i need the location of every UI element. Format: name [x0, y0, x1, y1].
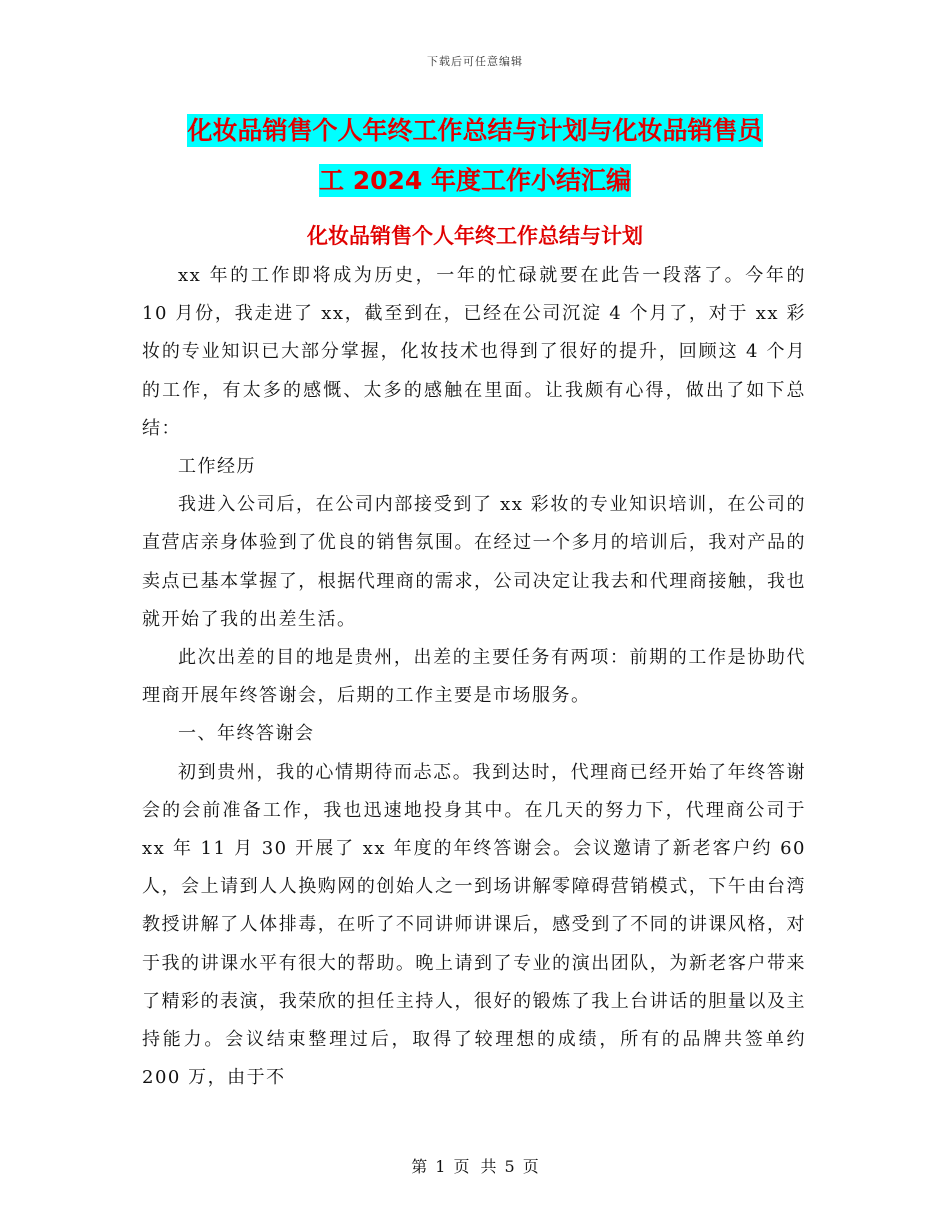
- paragraph-intro: xx 年的工作即将成为历史，一年的忙碌就要在此告一段落了。今年的 10 月份，我走进了 xx，截至到在，已经在公司沉淀 4 个月了，对于 xx 彩妆的专业知识已大部分掌握，化妆技术也得到了很好的提升，回顾这 4 个月的工作，有太多的感慨、太多的感触在里面。让我颇有心得，做出了如下总结：: [142, 265, 806, 439]
- document-title-line-2: 工 2024 年度工作小结汇编: [319, 166, 631, 195]
- page-header-note: 下载后可任意编辑: [427, 55, 523, 68]
- footer-suffix: 页: [522, 1157, 539, 1176]
- paragraph-training: 我进入公司后，在公司内部接受到了 xx 彩妆的专业知识培训，在公司的直营店亲身体验到了优良的销售氛围。在经过一个多月的培训后，我对产品的卖点已基本掌握了，根据代理商的需求，公司决定让我去和代理商接触，我也就开始了我的出差生活。: [142, 494, 806, 630]
- document-body: [142, 257, 806, 1097]
- heading-year-end-event: 一、年终答谢会: [178, 723, 315, 745]
- footer-prefix: 第: [411, 1157, 428, 1176]
- footer-middle: 页 共: [453, 1157, 497, 1176]
- document-title-line-1: 化妆品销售个人年终工作总结与计划与化妆品销售员: [187, 116, 763, 145]
- footer-current-page: 1: [435, 1157, 446, 1176]
- page-footer: [0, 1154, 950, 1177]
- paragraph-year-end-event: 初到贵州，我的心情期待而忐忑。我到达时，代理商已经开始了年终答谢会的会前准备工作，我也迅速地投身其中。在几天的努力下，代理商公司于 xx 年 11 月 30 开展了 xx 年度的年终答谢会。会议邀请了新老客户约 60 人，会上请到人人换购网的创始人之一到场讲解零障碍营销模式，下午由台湾教授讲解了人体排毒，在听了不同讲师讲课后，感受到了不同的讲课风格，对于我的讲课水平有很大的帮助。晚上请到了专业的演出团队，为新老客户带来了精彩的表演，我荣欣的担任主持人，很好的锻炼了我上台讲话的胆量以及主持能力。会议结束整理过后，取得了较理想的成绩，所有的品牌共签单约 200 万，由于不: [142, 761, 806, 1089]
- document-title: [0, 106, 950, 206]
- heading-work-experience: 工作经历: [178, 456, 256, 478]
- footer-total-pages: 5: [504, 1157, 515, 1176]
- paragraph-business-trip: 此次出差的目的地是贵州，出差的主要任务有两项：前期的工作是协助代理商开展年终答谢会，后期的工作主要是市场服务。: [142, 647, 806, 707]
- section-title: 化妆品销售个人年终工作总结与计划: [307, 224, 643, 248]
